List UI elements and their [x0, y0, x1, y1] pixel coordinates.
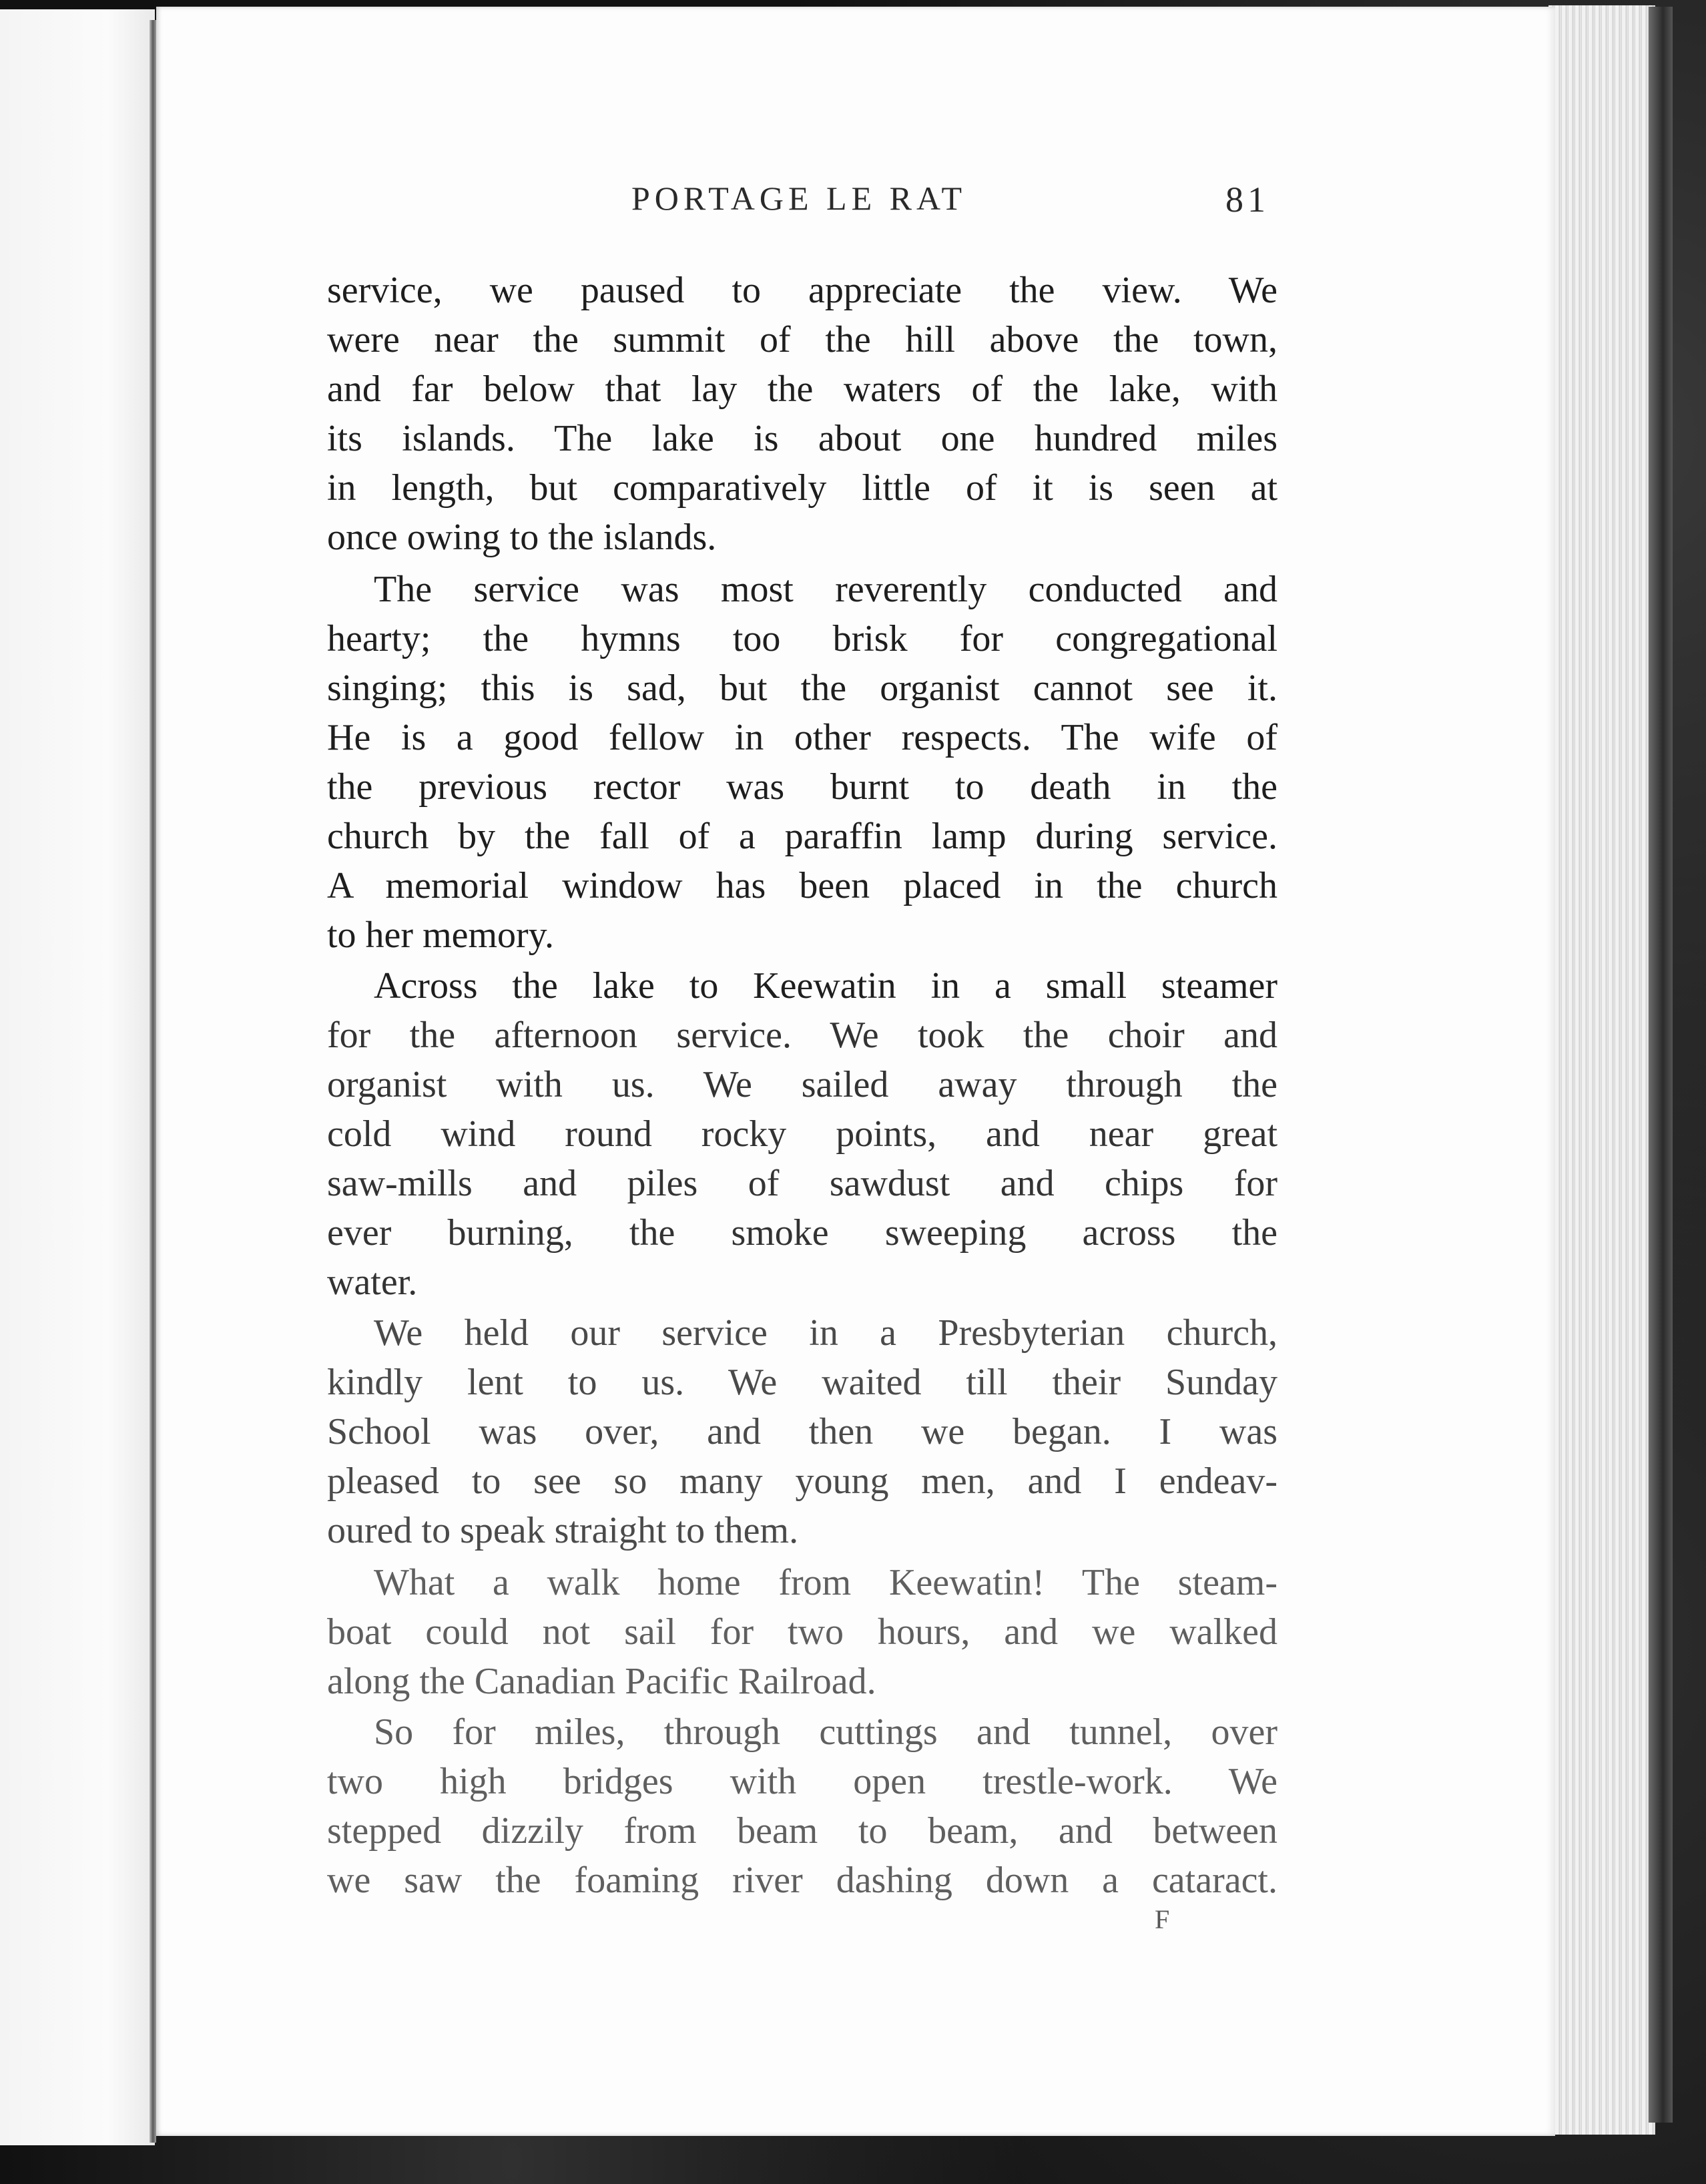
- left-page-edge: [0, 9, 155, 2145]
- paragraph-first-line: Across the lake to Keewatin in a small steamer: [374, 965, 1277, 1007]
- text-line: stepped dizzily from beam to beam, and between: [327, 1810, 1277, 1852]
- text-line: kindly lent to us. We waited till their Sunday: [327, 1362, 1277, 1403]
- text-line: its islands. The lake is about one hundred miles: [327, 418, 1277, 459]
- text-line: boat could not sail for two hours, and we walked: [327, 1611, 1277, 1653]
- text-line: once owing to the islands.: [327, 517, 717, 558]
- book-cover-edge: [1649, 7, 1673, 2123]
- text-line: He is a good fellow in other respects. The wife of: [327, 717, 1277, 758]
- text-line: oured to speak straight to them.: [327, 1510, 799, 1551]
- running-head: PORTAGE LE RAT: [631, 180, 967, 217]
- text-line: water.: [327, 1262, 418, 1303]
- text-line: the previous rector was burnt to death in the: [327, 766, 1277, 808]
- text-line: School was over, and then we began. I was: [327, 1411, 1277, 1452]
- text-line: hearty; the hymns too brisk for congregational: [327, 618, 1277, 659]
- text-line: along the Canadian Pacific Railroad.: [327, 1661, 876, 1702]
- text-line: for the afternoon service. We took the choir and: [327, 1015, 1277, 1056]
- text-line: cold wind round rocky points, and near great: [327, 1113, 1277, 1155]
- text-line: pleased to see so many young men, and I endeav-: [327, 1460, 1277, 1502]
- text-line: to her memory.: [327, 914, 555, 956]
- text-line: we saw the foaming river dashing down a cataract.: [327, 1860, 1277, 1901]
- text-line: were near the summit of the hill above the town,: [327, 319, 1277, 360]
- text-line: service, we paused to appreciate the view. We: [327, 270, 1277, 311]
- book-gutter: [150, 20, 156, 2143]
- paragraph-first-line: So for miles, through cuttings and tunnel, over: [374, 1711, 1277, 1753]
- text-line: church by the fall of a paraffin lamp during service.: [327, 816, 1277, 857]
- signature-mark: F: [1155, 1904, 1171, 1934]
- paragraph-first-line: We held our service in a Presbyterian church,: [374, 1312, 1277, 1354]
- text-line: singing; this is sad, but the organist cannot see it.: [327, 667, 1277, 709]
- page-number: 81: [1225, 180, 1269, 220]
- text-line: and far below that lay the waters of the lake, with: [327, 368, 1277, 410]
- paragraph-first-line: The service was most reverently conducted and: [374, 569, 1277, 610]
- text-line: two high bridges with open trestle-work. We: [327, 1761, 1277, 1802]
- text-line: in length, but comparatively little of it is seen at: [327, 467, 1277, 509]
- paragraph-first-line: What a walk home from Keewatin! The steam-: [374, 1562, 1277, 1603]
- text-line: ever burning, the smoke sweeping across the: [327, 1212, 1277, 1254]
- text-line: saw-mills and piles of sawdust and chips for: [327, 1163, 1277, 1204]
- page-edges-stack: [1548, 5, 1655, 2135]
- text-line: organist with us. We sailed away through the: [327, 1064, 1277, 1105]
- text-line: A memorial window has been placed in the church: [327, 865, 1277, 906]
